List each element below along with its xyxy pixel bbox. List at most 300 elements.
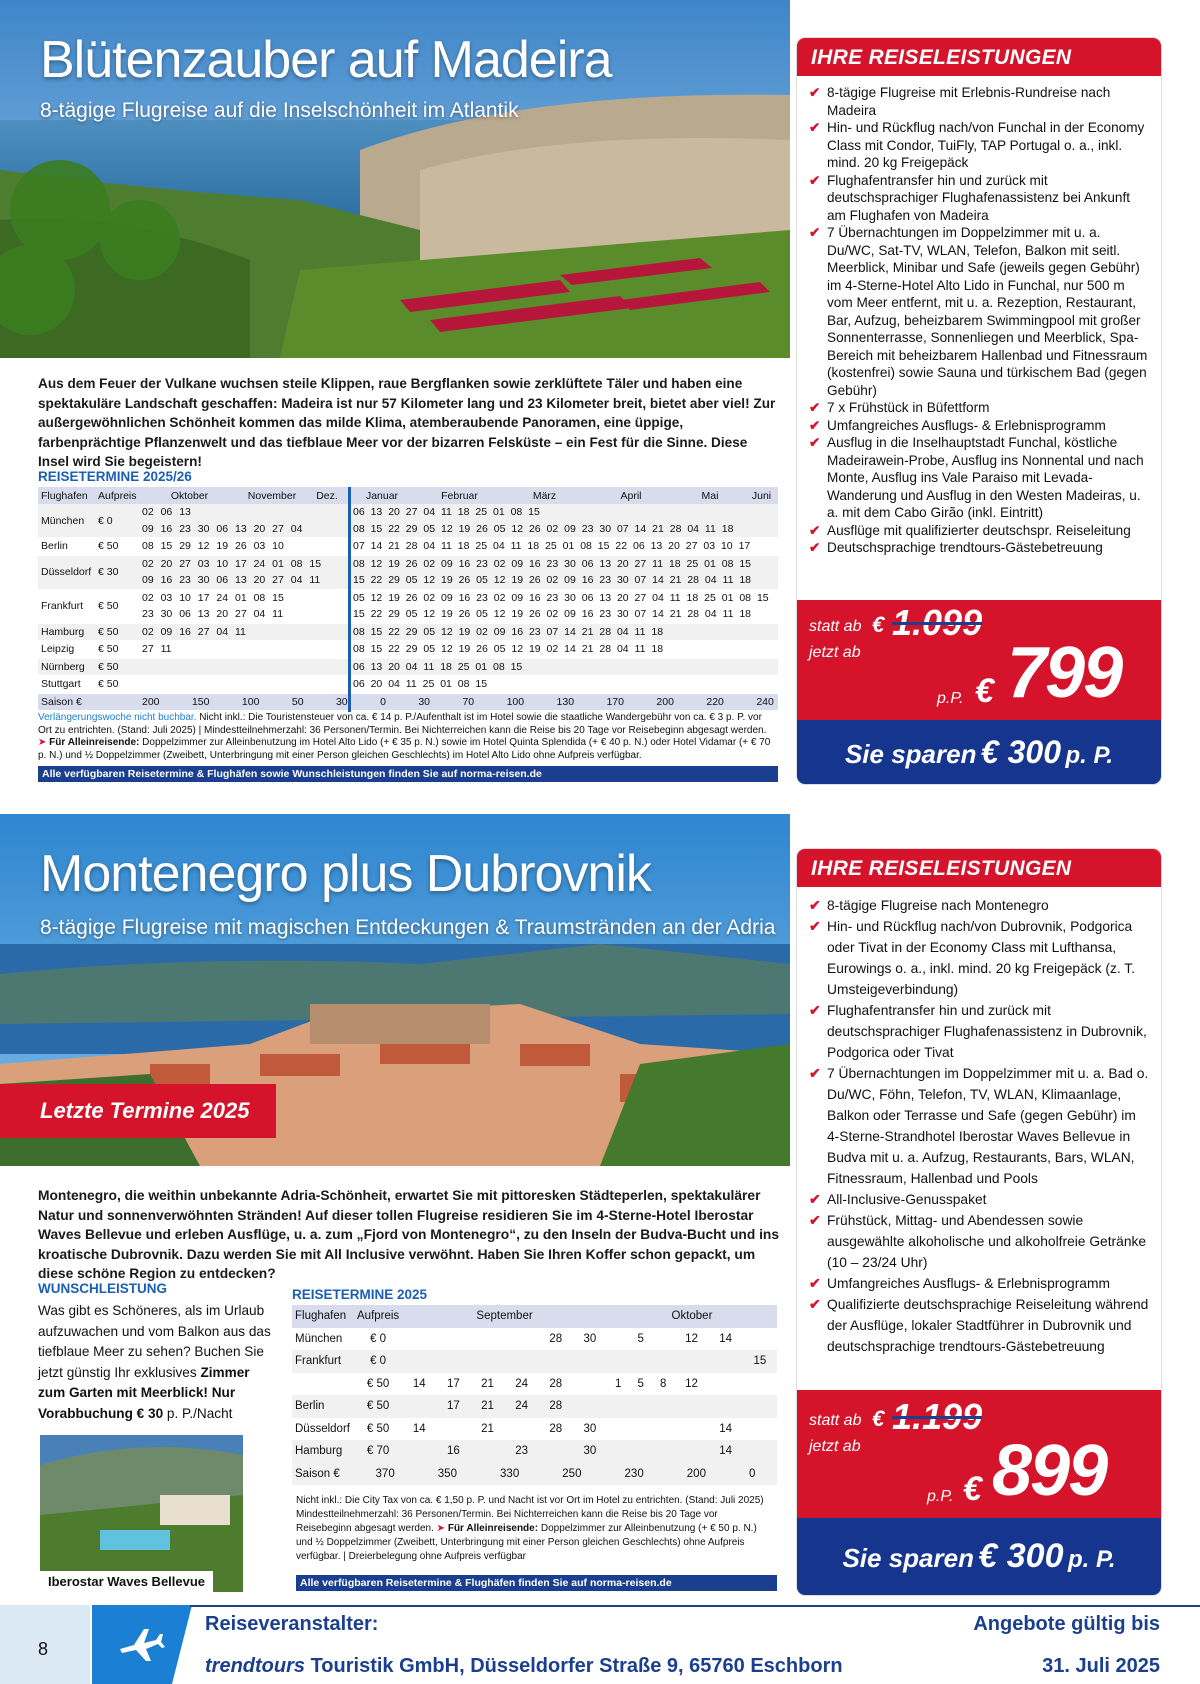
m-note-single-label: Für Alleinreisende: <box>447 1523 539 1534</box>
m-date-cell <box>436 1418 470 1441</box>
wish-bold: Zimmer zum Garten mit Meerblick! Nur Vorabbuchung € 30 <box>38 1364 250 1421</box>
check-icon: ✔ <box>809 1297 821 1312</box>
th-feb: Februar <box>441 489 478 502</box>
m-date-cell <box>674 1350 708 1373</box>
m-row-price: € 70 <box>354 1440 402 1463</box>
madeira-dates-left: 09 16 23 30 06 13 20 27 04 11 <box>142 574 321 586</box>
madeira-service-text: 8-tägige Flugreise mit Erlebnis-Rundreise nach Madeira <box>827 85 1111 118</box>
m-date-cell: 24 <box>515 1377 529 1390</box>
madeira-row <box>38 538 778 556</box>
saison-value: 70 <box>462 695 475 708</box>
madeira-service-item <box>809 84 1149 119</box>
m-date-cell: 1 <box>614 1377 622 1390</box>
m-date-cell: 16 <box>436 1440 470 1463</box>
saison-value: 100 <box>241 695 260 708</box>
montenegro-price-panel <box>797 1390 1161 1518</box>
th-apr: April <box>620 489 642 502</box>
check-icon: ✔ <box>809 522 821 538</box>
madeira-dates-right: 07 14 21 28 04 11 18 25 04 11 18 25 01 08 15 22 06 13 20 27 03 10 17 <box>353 540 751 552</box>
org-brand: trendtours <box>205 1655 305 1677</box>
m-date-cell <box>470 1328 504 1351</box>
m-date-cell <box>402 1395 436 1418</box>
montenegro-service-text: 7 Übernachtungen im Doppelzimmer mit u. a. Bad o. Du/WC, Föhn, Telefon, TV, WLAN, Klimaanlage, Balkon oder Terrasse und Safe (gegen Gebühr) im 4-Sterne-Strandhotel Iberostar Waves Bellevue in Budva mit u. a. Aufzug, Restaurants, Bars, WLAN, Fitnessraum, Hallenbad und Pools <box>827 1066 1149 1186</box>
madeira-dates-right: 08 15 22 29 05 12 19 26 05 12 26 02 09 23 30 07 14 21 28 04 11 18 <box>353 522 734 535</box>
m-date-cell: 28 <box>549 1422 563 1435</box>
th-oct: Oktober <box>170 489 209 502</box>
madeira-row-price: € 50 <box>98 540 119 553</box>
madeira-dates-left <box>142 676 347 693</box>
m-row-price: € 0 <box>354 1350 402 1373</box>
m-th-airport: Flughafen <box>292 1305 354 1328</box>
m-row-price: € 50 <box>366 1422 390 1435</box>
montenegro-service-item <box>809 895 1149 916</box>
madeira-old-euro: € <box>872 612 885 637</box>
check-icon: ✔ <box>809 1003 821 1018</box>
madeira-row <box>38 624 778 642</box>
m-date-cell <box>573 1373 607 1396</box>
madeira-new-euro: € <box>975 672 994 710</box>
m-date-cell <box>652 1418 675 1441</box>
madeira-service-text: Umfangreiches Ausflugs- & Erlebnisprogramm <box>827 417 1106 433</box>
m-pp: p.P. <box>927 1488 954 1505</box>
org-text: Touristik GmbH, Düsseldorfer Straße 9, 65760 Eschborn <box>310 1655 843 1677</box>
m-saison-value: 250 <box>562 1467 582 1480</box>
madeira-dates-right: 06 20 04 11 25 01 08 15 <box>353 678 488 690</box>
montenegro-service-item <box>809 1294 1149 1357</box>
m-th-sep: September <box>402 1305 607 1328</box>
madeira-row <box>38 590 778 624</box>
m-date-cell: 28 <box>549 1377 563 1390</box>
madeira-row-price: € 30 <box>98 566 119 578</box>
m-date-cell: 14 <box>412 1422 426 1435</box>
m-date-cell <box>505 1350 539 1373</box>
montenegro-service-text: All-Inclusive-Genusspaket <box>827 1192 987 1207</box>
th-jan: Januar <box>365 489 399 502</box>
madeira-dates-right: 06 13 20 04 11 18 25 01 08 15 <box>353 660 523 673</box>
m-date-cell <box>652 1350 675 1373</box>
m-date-cell: 30 <box>583 1332 597 1345</box>
m-date-cell: 21 <box>470 1395 504 1418</box>
madeira-note-single: Doppelzimmer zur Alleinbenutzung im Hotel Alto Lido (+ € 35 p. N.) sowie im Hotel Quinta Splendida (+ € 40 p. N.) oder Hotel Vidamar (+ € 70 p. N.) und ½ Doppelzimmer (Zweibett, Unterbringung mit einer Person gleichen Geschlechts) im Hotel Alto Lido ohne Aufpreis verfügbar. <box>38 737 771 761</box>
m-new-euro: € <box>963 1470 982 1508</box>
madeira-service-text: Ausflug in die Inselhauptstadt Funchal, köstliche Madeirawein-Probe, Ausflug ins Nonnental und nach Monte, Ausflug ins Vale Paraiso mit Levada-Wanderung und Ausflug in den Westen Madeiras, u. a. mit dem Cabo Girão (inkl. Eintritt) <box>827 435 1144 520</box>
madeira-row-city: Nürnberg <box>41 660 85 673</box>
m-date-cell <box>629 1395 652 1418</box>
madeira-service-item <box>809 417 1149 435</box>
madeira-row-price: € 0 <box>98 514 113 527</box>
m-date-cell <box>573 1395 607 1418</box>
m-date-cell <box>629 1350 652 1373</box>
m-date-cell <box>652 1328 675 1351</box>
m-old-price: 1.199 <box>892 1396 983 1437</box>
madeira-dates-table <box>38 487 778 710</box>
check-icon: ✔ <box>809 400 821 415</box>
madeira-row-price: € 50 <box>98 625 119 638</box>
m-saison-values <box>354 1468 777 1480</box>
madeira-notes <box>38 712 778 762</box>
page-number-tab <box>0 1605 90 1684</box>
m-th-surcharge: Aufpreis <box>354 1305 402 1328</box>
madeira-row-price: € 50 <box>98 678 119 691</box>
arrow-icon: ➤ <box>38 737 47 748</box>
m-statt: statt ab <box>809 1412 862 1429</box>
m-date-cell: 5 <box>637 1377 644 1390</box>
m-date-cell: 28 <box>549 1332 563 1345</box>
madeira-intro-text: Aus dem Feuer der Vulkane wuchsen steile Klippen, raue Bergflanken sowie zerklüftete Täler und haben eine spektakuläre Landschaft geschaffen: Madeira ist nur 57 Kilometer lang und 23 Kilometer breit, bietet aber viel! Zur außergewöhnlichen Schönheit kommen das milde Klima, atemberaubende Panoramen, eine üppige, farbenprächtige Pflanzenwelt und das tiefblaue Meer vor der bizarren Felsküste – ein Fest für die Sinne. Diese Insel wird Sie begeistern! <box>38 376 776 469</box>
madeira-dates-label: REISETERMINE 2025/26 <box>38 469 192 484</box>
check-icon: ✔ <box>809 898 821 913</box>
m-table-row <box>292 1418 777 1441</box>
m-date-cell <box>470 1350 504 1373</box>
madeira-dates-right: 15 22 29 05 12 19 26 05 12 19 26 02 09 16 23 30 07 14 21 28 04 11 18 <box>353 574 752 586</box>
hotel-photo <box>40 1435 243 1592</box>
madeira-dates-left: 02 09 16 27 04 11 <box>142 625 246 638</box>
montenegro-title: Montenegro plus Dubrovnik <box>40 845 651 903</box>
th-surcharge: Aufpreis <box>98 489 137 502</box>
page-number: 8 <box>38 1639 49 1659</box>
madeira-pp: p.P. <box>937 690 964 707</box>
m-saison-value: 230 <box>624 1467 644 1480</box>
m-date-cell: 17 <box>436 1395 470 1418</box>
m-saison-value: 350 <box>437 1467 457 1480</box>
hotel-illustration <box>40 1435 243 1592</box>
madeira-row <box>38 676 778 694</box>
madeira-row <box>38 504 778 538</box>
saison-label: Saison € <box>41 695 82 708</box>
montenegro-service-item <box>809 1273 1149 1294</box>
madeira-dates-right: 15 22 29 05 12 19 26 05 12 19 26 02 09 16 23 30 07 14 21 28 04 11 18 <box>353 608 752 620</box>
m-jetzt: jetzt ab <box>809 1438 861 1455</box>
madeira-service-text: Ausflüge mit qualifizierter deutschspr. Reiseleitung <box>827 522 1131 538</box>
m-date-cell <box>743 1373 777 1396</box>
madeira-service-item <box>809 399 1149 417</box>
madeira-row-city: Leipzig <box>41 643 75 656</box>
madeira-hero-image <box>0 0 790 358</box>
m-row-city: Hamburg <box>292 1440 354 1463</box>
wish-end: p. P./Nacht <box>166 1405 233 1421</box>
madeira-row <box>38 641 778 659</box>
m-date-cell: 30 <box>573 1440 607 1463</box>
hotel-caption: Iberostar Waves Bellevue <box>40 1571 213 1592</box>
madeira-save-amt: € 300 <box>980 734 1061 770</box>
saison-value: 50 <box>291 695 304 708</box>
valid-label: Angebote gültig bis <box>973 1613 1160 1635</box>
montenegro-notes <box>296 1494 776 1564</box>
wish-label: WUNSCHLEISTUNG <box>38 1281 167 1296</box>
check-icon: ✔ <box>809 225 821 240</box>
m-date-cell <box>743 1328 777 1351</box>
m-saison-value: 200 <box>686 1467 706 1480</box>
valid-date: 31. Juli 2025 <box>1042 1655 1160 1677</box>
check-icon: ✔ <box>809 1066 821 1081</box>
check-icon: ✔ <box>809 417 821 433</box>
check-icon: ✔ <box>809 540 821 555</box>
m-th-oct: Oktober <box>607 1305 777 1328</box>
montenegro-service-item <box>809 1210 1149 1273</box>
m-saison-value: 370 <box>375 1467 395 1480</box>
madeira-service-item <box>809 224 1149 399</box>
madeira-title: Blütenzauber auf Madeira <box>40 31 612 89</box>
madeira-row-price: € 50 <box>98 660 119 673</box>
saison-value: 220 <box>706 695 724 708</box>
madeira-dates-left: 02 20 27 03 10 17 24 01 08 15 <box>142 557 322 570</box>
madeira-save-bar <box>797 720 1161 784</box>
montenegro-services-list <box>797 887 1161 1357</box>
m-date-cell <box>436 1350 470 1373</box>
m-date-cell: 21 <box>481 1422 494 1435</box>
check-icon: ✔ <box>809 1192 821 1207</box>
check-icon: ✔ <box>809 1276 821 1291</box>
m-note-single: Doppelzimmer zur Alleinbenutzung (+ € 50 p. N.) und ½ Doppelzimmer (Zweibett, Unterbringung mit einer Person gleichen Geschlechts) ohne Aufpreis verfügbar. | Dreierbelegung ohne Aufpreis verfügbar <box>296 1523 757 1562</box>
montenegro-service-text: Frühstück, Mittag- und Abendessen sowie ausgewählte alkoholische und alkoholfreie Getränke (10 – 23/24 Uhr) <box>827 1213 1147 1270</box>
madeira-row <box>38 659 778 677</box>
madeira-dates-right: 06 13 20 27 04 11 18 25 01 08 15 <box>353 506 540 518</box>
check-icon: ✔ <box>809 172 821 188</box>
saison-value: 150 <box>191 695 210 708</box>
madeira-save-label: Sie sparen <box>844 739 977 769</box>
m-new-price: 899 <box>992 1431 1107 1511</box>
madeira-dates-right: 08 15 22 29 05 12 19 02 09 16 23 07 14 21 28 04 11 18 <box>353 625 664 638</box>
footer-topline <box>190 1605 1200 1607</box>
m-date-cell <box>436 1328 470 1351</box>
check-icon: ✔ <box>809 919 821 934</box>
madeira-dates-right: 08 12 19 26 02 09 16 23 02 09 16 23 30 06 13 20 27 11 18 25 01 08 15 <box>353 557 752 570</box>
montenegro-hero-image <box>0 814 790 1166</box>
saison-values <box>142 696 778 708</box>
montenegro-service-text: Qualifizierte deutschsprachige Reiseleitung während der Ausflüge, lokaler Stadtführer in Dubrovnik und deutschsprachige trendtours-Gästebetreuung <box>827 1297 1149 1354</box>
saison-value: 0 <box>380 695 386 708</box>
madeira-service-text: 7 x Frühstück in Büfettform <box>827 400 990 415</box>
saison-value: 240 <box>756 695 774 708</box>
montenegro-service-text: Hin- und Rückflug nach/von Dubrovnik, Podgorica oder Tivat in der Economy Class mit Lufthansa, Eurowings o. a., inkl. mind. 20 kg Freigepäck (z. T. Umsteigeverbindung) <box>827 919 1136 997</box>
m-date-cell <box>674 1395 708 1418</box>
m-date-cell <box>674 1418 708 1441</box>
m-date-cell <box>539 1440 573 1463</box>
m-row-price: € 0 <box>370 1332 387 1345</box>
m-date-cell <box>629 1440 652 1463</box>
madeira-service-text: Flughafentransfer hin und zurück mit deutschsprachiger Flughafenassistenz bei Ankunft am Flughafen von Madeira <box>827 172 1131 223</box>
m-date-cell <box>402 1440 436 1463</box>
check-icon: ✔ <box>809 120 821 135</box>
madeira-service-item <box>809 172 1149 225</box>
m-date-cell <box>402 1350 436 1373</box>
m-date-cell <box>505 1418 539 1441</box>
m-date-cell <box>607 1440 630 1463</box>
m-date-cell: 24 <box>505 1395 539 1418</box>
madeira-row-city: Hamburg <box>41 625 85 638</box>
m-date-cell: 14 <box>709 1440 743 1463</box>
org-label: Reiseveranstalter: <box>205 1613 379 1635</box>
wish-text-block <box>38 1301 278 1424</box>
madeira-dates-left: 27 11 <box>142 643 172 655</box>
madeira-old-price: 1.099 <box>892 602 983 643</box>
m-date-cell: 14 <box>719 1422 733 1435</box>
madeira-dates-left: 02 03 10 17 24 01 08 15 <box>142 591 284 604</box>
saison-value: 170 <box>606 695 624 708</box>
montenegro-service-item <box>809 1063 1149 1189</box>
m-date-cell <box>607 1350 630 1373</box>
madeira-services-box <box>797 38 1161 784</box>
madeira-box-title: IHRE REISELEISTUNGEN <box>797 38 1161 76</box>
madeira-service-text: Hin- und Rückflug nach/von Funchal in der Economy Class mit Condor, TuiFly, TAP Portugal o. a., inkl. mind. 20 kg Freigepäck <box>827 120 1145 170</box>
m-date-cell <box>709 1350 743 1373</box>
m-save-amt: € 300 <box>978 1537 1064 1575</box>
montenegro-intro-text: Montenegro, die weithin unbekannte Adria-Schönheit, erwartet Sie mit pittoresken Städteperlen, spektakulärer Natur und sonnenverwöhnten Stränden! Auf dieser tollen Flugreise residieren Sie im 4-Sterne-Hotel Iberostar Waves Bellevue und erleben Ausflüge, u. a. zum „Fjord von Montenegro“, zu den Inseln der Budva-Bucht und ins kroatische Dubrovnik. Dazu werden Sie mit All Inclusive verwöhnt. Haben Sie Ihren Koffer schon gepackt, um diese schöne Region zu entdecken? <box>38 1188 780 1281</box>
madeira-rows <box>38 504 778 694</box>
m-date-cell <box>709 1373 743 1396</box>
madeira-row-city: München <box>41 514 85 527</box>
madeira-service-text: 7 Übernachtungen im Doppelzimmer mit u. a. Du/WC, Sat-TV, WLAN, Telefon, Balkon mit seitl. Meerblick, Minibar und Safe (jeweils gegen Gebühr) im 4-Sterne-Hotel Alto Lido in Funchal, nur 500 m vom Meer entfernt, mit u. a. Rezeption, Restaurant, Bar, Aufzug, beheizbarem Swimmingpool mit großer Sonnenterrasse, Sonnenliegen und Meerblick, Spa-Bereich mit beheizbarem Hallenbad und Fitnessraum (kostenfrei) sowie Sauna und türkischem Bad (gegen Gebühr) <box>827 225 1148 398</box>
madeira-statt: statt ab <box>809 618 862 635</box>
m-date-cell <box>607 1328 630 1351</box>
madeira-row-city: Stuttgart <box>41 678 81 691</box>
saison-value: 130 <box>556 695 575 708</box>
madeira-save-pp: p. P. <box>1065 742 1114 769</box>
madeira-service-item <box>809 119 1149 172</box>
m-date-cell <box>652 1440 675 1463</box>
m-saison-value: 0 <box>749 1467 756 1480</box>
m-table-row <box>292 1395 777 1418</box>
madeira-dates-left: 09 16 23 30 06 13 20 27 04 <box>142 522 303 535</box>
madeira-row-price: € 50 <box>98 643 119 656</box>
montenegro-services-box <box>797 849 1161 1595</box>
m-row-city: Düsseldorf <box>295 1422 350 1435</box>
m-date-cell <box>607 1418 630 1441</box>
m-row-city: Frankfurt <box>292 1350 354 1373</box>
m-date-cell <box>505 1328 539 1351</box>
montenegro-service-text: Flughafentransfer hin und zurück mit deutschsprachiger Flughafenassistenz in Dubrovnik, Podgorica oder Tivat <box>827 1003 1147 1060</box>
m-date-cell <box>743 1418 777 1441</box>
th-airport: Flughafen <box>41 489 88 502</box>
m-date-cell: 14 <box>719 1332 733 1345</box>
page-footer <box>0 1605 1200 1684</box>
madeira-service-item <box>809 522 1149 540</box>
montenegro-save-bar <box>797 1518 1161 1595</box>
montenegro-service-text: 8-tägige Flugreise nach Montenegro <box>827 898 1049 913</box>
madeira-dates-left <box>142 659 347 676</box>
madeira-dates-left: 02 06 13 <box>142 506 191 518</box>
madeira-jetzt: jetzt ab <box>809 644 861 661</box>
madeira-new-price: 799 <box>1007 633 1122 713</box>
madeira-dates-right: 08 15 22 29 05 12 19 26 05 12 19 02 14 21 28 04 11 18 <box>353 643 664 655</box>
m-date-cell <box>607 1395 630 1418</box>
montenegro-service-text: Umfangreiches Ausflugs- & Erlebnisprogramm <box>827 1276 1110 1291</box>
madeira-dates-left: 23 30 06 13 20 27 04 11 <box>142 608 284 620</box>
madeira-row <box>38 556 778 590</box>
wish-text: Was gibt es Schöneres, als im Urlaub aufzuwachen und vom Balkon aus das tiefblaue Meer zu sehen? Buchen Sie jetzt günstig Ihr exklusives <box>38 1303 271 1380</box>
m-old-euro: € <box>872 1406 885 1431</box>
madeira-dates-left: 08 15 29 12 19 26 03 10 <box>142 540 284 552</box>
m-row-price: € 50 <box>366 1377 390 1390</box>
m-date-cell: 23 <box>505 1440 539 1463</box>
th-may: Mai <box>701 489 719 502</box>
m-table-row <box>292 1373 777 1396</box>
madeira-note-single-label: Für Alleinreisende: <box>49 737 140 748</box>
m-row-price: € 50 <box>354 1395 402 1418</box>
m-saison-row <box>292 1463 777 1486</box>
madeira-note-main: Nicht inkl.: Die Touristensteuer von ca. € 14 p. P./Aufenthalt ist im Hotel sowie die staatliche Wandergebühr von ca. € 3 p. P. vor Ort zu entrichten. (Stand: Juli 2025) | Mindestteilnehmerzahl: 36 Personen/Termin. Bei Nichterreichen kann die Reise bis 20 Tage vor Reisebeginn abgesagt werden. <box>38 712 767 736</box>
m-date-cell: 15 <box>743 1350 777 1373</box>
th-mar: März <box>532 489 557 502</box>
madeira-row-city: Düsseldorf <box>41 566 92 578</box>
saison-value: 200 <box>656 695 674 708</box>
m-table-row <box>292 1350 777 1373</box>
th-nov: November <box>247 489 297 502</box>
m-date-cell <box>629 1418 652 1441</box>
madeira-web-bar[interactable]: Alle verfügbaren Reisetermine & Flughäfen sowie Wunschleistungen finden Sie auf norma-reisen.de <box>38 766 778 782</box>
check-icon: ✔ <box>809 1213 821 1228</box>
madeira-service-text: Deutschsprachige trendtours-Gästebetreuung <box>827 540 1103 555</box>
madeira-services-list <box>797 76 1161 557</box>
m-date-cell <box>743 1440 777 1463</box>
m-row-city: München <box>295 1332 343 1345</box>
madeira-price-panel <box>797 600 1161 720</box>
m-table-row <box>292 1440 777 1463</box>
m-date-cell <box>470 1440 504 1463</box>
madeira-dates-right: 05 12 19 26 02 09 16 23 02 09 16 23 30 06 13 20 27 04 11 18 25 01 08 15 <box>353 591 769 604</box>
montenegro-service-item <box>809 916 1149 1000</box>
m-date-cell <box>674 1440 708 1463</box>
m-date-cell <box>539 1350 573 1373</box>
m-date-cell <box>743 1395 777 1418</box>
plane-icon <box>112 1619 172 1669</box>
madeira-saison-row <box>38 694 778 710</box>
m-date-cell: 12 <box>685 1332 698 1345</box>
montenegro-web-bar[interactable]: Alle verfügbaren Reisetermine & Flughäfen finden Sie auf norma-reisen.de <box>296 1575 777 1591</box>
check-icon: ✔ <box>809 435 821 450</box>
m-table-row <box>292 1328 777 1351</box>
m-date-cell: 21 <box>481 1377 494 1390</box>
m-date-cell: 8 <box>660 1377 667 1390</box>
org-line <box>205 1655 843 1678</box>
m-date-cell: 5 <box>637 1332 644 1345</box>
m-date-cell: 14 <box>412 1377 426 1390</box>
plane-tab <box>92 1605 192 1684</box>
madeira-row-price: € 50 <box>98 600 119 612</box>
montenegro-subtitle: 8-tägige Flugreise mit magischen Entdeckungen & Traumstränden an der Adria <box>40 916 776 939</box>
m-saison-label: Saison € <box>292 1463 354 1486</box>
m-date-cell <box>652 1395 675 1418</box>
m-date-cell: 17 <box>446 1377 460 1390</box>
saison-value: 200 <box>142 695 160 708</box>
madeira-service-item <box>809 434 1149 522</box>
m-arrow-icon: ➤ <box>436 1523 446 1534</box>
season-divider <box>348 487 351 712</box>
last-dates-badge: Letzte Termine 2025 <box>0 1084 276 1138</box>
m-saison-value: 330 <box>500 1467 520 1480</box>
madeira-subtitle: 8-tägige Flugreise auf die Inselschönheit im Atlantik <box>40 99 519 122</box>
saison-value: 100 <box>506 695 525 708</box>
madeira-row-city: Frankfurt <box>41 600 84 612</box>
m-date-cell: 30 <box>583 1422 597 1435</box>
montenegro-box-title: IHRE REISELEISTUNGEN <box>797 849 1161 887</box>
saison-value: 30 <box>335 695 348 708</box>
saison-value: 30 <box>418 695 431 708</box>
check-icon: ✔ <box>809 85 821 100</box>
madeira-row-city: Berlin <box>41 540 68 553</box>
th-dec: Dez. <box>316 489 338 502</box>
madeira-service-item <box>809 539 1149 557</box>
montenegro-rows <box>292 1328 777 1463</box>
montenegro-dates-table <box>292 1305 777 1485</box>
m-date-cell <box>709 1395 743 1418</box>
montenegro-service-item <box>809 1189 1149 1210</box>
m-date-cell <box>573 1350 607 1373</box>
montenegro-dates-label: REISETERMINE 2025 <box>292 1287 428 1302</box>
m-row-city: Berlin <box>292 1395 354 1418</box>
m-date-cell: 12 <box>685 1377 698 1390</box>
m-date-cell <box>402 1328 436 1351</box>
